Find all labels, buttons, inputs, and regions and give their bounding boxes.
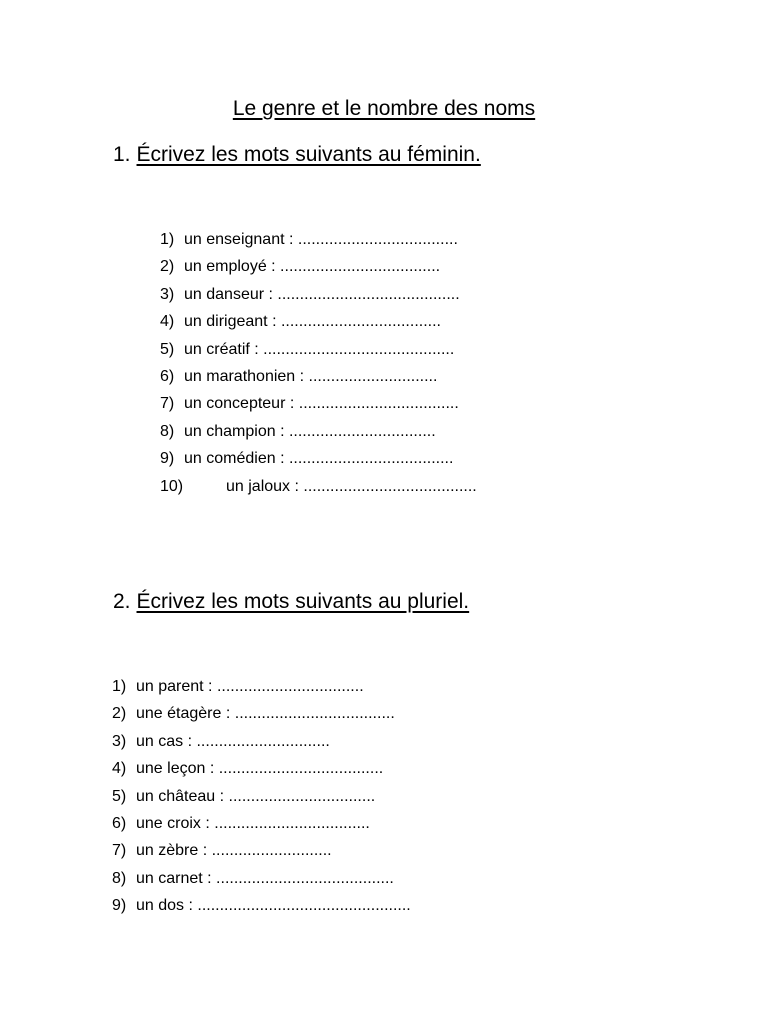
item-number: 4) xyxy=(160,313,175,331)
item-number: 9) xyxy=(112,897,127,915)
item-text: un créatif : ........................................... xyxy=(184,340,455,358)
item-text: une croix : ................................... xyxy=(136,815,370,833)
list-item xyxy=(160,253,477,280)
list-item xyxy=(112,673,411,700)
section-2-number: 2. xyxy=(113,590,131,613)
page-title xyxy=(0,95,768,123)
item-number: 8) xyxy=(160,422,175,440)
item-text: un parent : ................................. xyxy=(136,678,364,695)
list-item xyxy=(160,473,477,500)
item-text: un champion : ................................. xyxy=(184,422,436,440)
list-item xyxy=(160,336,477,363)
item-number: 3) xyxy=(112,732,127,750)
section-1-number: 1. xyxy=(113,143,131,166)
item-text: un cas : .............................. xyxy=(136,732,330,750)
list-item xyxy=(160,390,477,417)
item-text: un dirigeant : .................................... xyxy=(184,313,441,331)
list-item xyxy=(160,445,477,472)
item-text: un jaloux : ....................................... xyxy=(226,477,477,495)
section-2-list xyxy=(112,673,411,920)
item-number: 2) xyxy=(160,258,175,276)
list-item xyxy=(160,308,477,335)
item-text: un marathonien : ............................. xyxy=(184,368,438,386)
item-text: un comédien : ..................................... xyxy=(184,450,454,468)
list-item xyxy=(112,837,411,864)
section-1-heading-text: Écrivez les mots suivants au féminin. xyxy=(136,143,481,166)
item-text: un danseur : ......................................... xyxy=(184,285,460,303)
list-item xyxy=(112,783,411,810)
list-item xyxy=(160,226,477,253)
item-text: un zèbre : ........................... xyxy=(136,842,332,860)
item-number: 3) xyxy=(160,285,175,303)
item-number: 5) xyxy=(112,787,127,805)
item-text: un employé : .................................... xyxy=(184,258,441,276)
list-item xyxy=(112,700,411,727)
item-number: 6) xyxy=(160,368,175,386)
list-item xyxy=(112,755,411,782)
item-number: 2) xyxy=(112,705,127,723)
item-number: 4) xyxy=(112,760,127,778)
list-item xyxy=(160,418,477,445)
item-text: un carnet : ........................................ xyxy=(136,869,394,887)
item-number: 6) xyxy=(112,815,127,833)
item-number: 1) xyxy=(112,678,127,695)
item-number: 8) xyxy=(112,869,127,887)
list-item xyxy=(112,892,411,919)
list-item xyxy=(112,728,411,755)
item-text: un château : ................................. xyxy=(136,787,376,805)
list-item xyxy=(160,281,477,308)
item-text: un enseignant : .................................... xyxy=(184,231,458,248)
section-1-heading xyxy=(113,141,481,169)
item-text: un concepteur : .................................... xyxy=(184,395,459,413)
section-2-heading xyxy=(113,588,469,616)
item-text: une étagère : .................................... xyxy=(136,705,395,723)
item-number: 7) xyxy=(112,842,127,860)
list-item xyxy=(112,810,411,837)
section-2-heading-text: Écrivez les mots suivants au pluriel. xyxy=(136,590,470,613)
list-item xyxy=(112,865,411,892)
item-text: une leçon : ..................................... xyxy=(136,760,384,778)
item-number: 7) xyxy=(160,395,175,413)
section-1-list xyxy=(160,226,477,500)
page-title-text: Le genre et le nombre des noms xyxy=(232,97,536,120)
item-number: 5) xyxy=(160,340,175,358)
item-number: 10) xyxy=(160,477,184,495)
list-item xyxy=(160,363,477,390)
item-text: un dos : ................................................ xyxy=(136,897,411,915)
item-number: 1) xyxy=(160,231,175,248)
item-number: 9) xyxy=(160,450,175,468)
